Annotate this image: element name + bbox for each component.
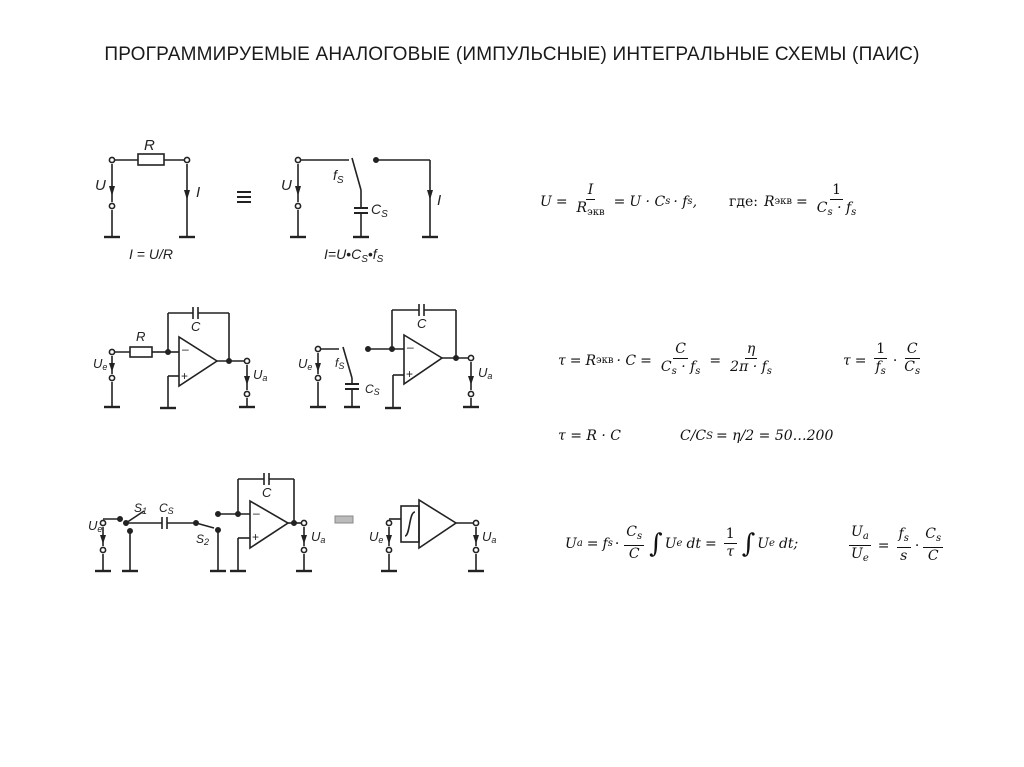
formula-tau-fs: τ = $\frac{1}{f_s}$ · $\frac{C}{C_s}$ bbox=[843, 341, 921, 377]
d2-opamp2-minus: – bbox=[407, 340, 414, 354]
formula-time-constant: τ = R экв · C = $\frac{C}{C_s \cdot f_s}$ = $\frac{\eta}{2\pi \cdot f_s}$ bbox=[558, 341, 772, 377]
d1-label-u2: U bbox=[281, 177, 292, 194]
d3-opamp-minus: – bbox=[253, 506, 260, 520]
d2-label-ue2: Ue bbox=[298, 356, 313, 372]
formula-current: U = $\frac{I}{R_{экв}}$ = U · C s · f s , где: R экв = $\frac{1}{C_s \cdot f_s}$ bbox=[540, 182, 857, 218]
d2-label-c2: C bbox=[417, 316, 427, 331]
diagram3-integrator-symbol bbox=[381, 500, 484, 571]
d3-label-c: C bbox=[262, 485, 272, 500]
diagram1-switched-capacitor-circuit bbox=[290, 157, 438, 237]
d1-label-r: R bbox=[144, 137, 155, 154]
d1-caption-left: I = U/R bbox=[129, 246, 173, 262]
d3-label-ue: Ue bbox=[88, 518, 103, 534]
d2-opamp2-plus: + bbox=[406, 367, 414, 381]
d1-label-u: U bbox=[95, 177, 106, 194]
diagram2-rc-integrator bbox=[104, 307, 255, 408]
formula-ratio: C/C S = η/2 = 50…200 bbox=[680, 428, 834, 444]
d2-label-ue: Ue bbox=[93, 356, 108, 372]
d2-opamp-plus: + bbox=[181, 369, 189, 383]
d2-label-r: R bbox=[136, 329, 146, 344]
d1-label-cs: $C_S$ bbox=[371, 201, 388, 220]
formula-tau-rc: τ = R · C bbox=[558, 428, 621, 444]
d1-label-fs: $f_S$ bbox=[333, 167, 344, 186]
d1-label-i2: I bbox=[437, 192, 442, 209]
d3-label-s1: S1 bbox=[134, 501, 148, 516]
d2-label-cs: CS bbox=[365, 382, 380, 397]
diagram3-two-switch-integrator bbox=[95, 473, 312, 571]
d3-opamp-plus: + bbox=[252, 530, 260, 544]
d1-caption-right: $I=U•C_S•f_S$ bbox=[324, 246, 384, 265]
d3-label-ua: Ua bbox=[311, 529, 326, 545]
formula-integrator-output: U a = f s · $\frac{C_s}{C}$ ∫ U e dt = $\frac{1}{\tau}$ ∫ U e dt; bbox=[565, 524, 799, 562]
d2-label-ua: Ua bbox=[253, 367, 268, 383]
d3-label-ua2: Ua bbox=[482, 529, 497, 545]
formula-transfer-ratio: $\frac{U_a}{U_e}$ = $\frac{f_s}{s}$ · $\frac{C_s}{C}$ bbox=[851, 524, 942, 564]
d2-label-ua2: Ua bbox=[478, 365, 493, 381]
d1-label-i: I bbox=[196, 184, 201, 201]
d3-label-ue2: Ue bbox=[369, 529, 384, 545]
diagram1-resistor-circuit bbox=[104, 154, 195, 237]
d2-label-c: C bbox=[191, 319, 201, 334]
d2-label-fs: fS bbox=[335, 356, 345, 371]
d3-label-s2: S2 bbox=[196, 532, 210, 547]
d3-label-cs: CS bbox=[159, 501, 174, 516]
d2-opamp-minus: – bbox=[182, 342, 189, 356]
page-title: ПРОГРАММИРУЕМЫЕ АНАЛОГОВЫЕ (ИМПУЛЬСНЫЕ) ИНТЕГРАЛЬНЫЕ СХЕМЫ (ПАИС) bbox=[104, 44, 920, 65]
